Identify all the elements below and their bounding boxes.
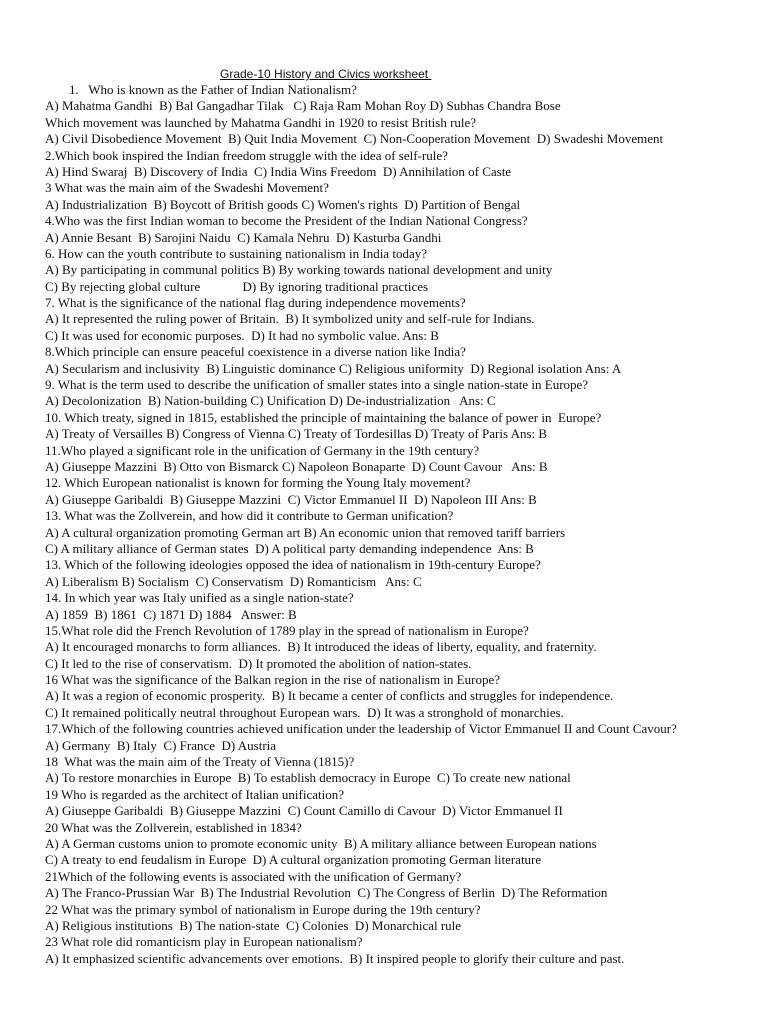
worksheet-line: 7. What is the significance of the national flag during independence movements? — [45, 295, 466, 311]
worksheet-line: A) Liberalism B) Socialism C) Conservatism D) Romanticism Ans: C — [45, 573, 422, 589]
worksheet-line: 14. In which year was Italy unified as a single nation-state? — [45, 590, 354, 606]
worksheet-line: C) By rejecting global culture D) By ignoring traditional practices — [45, 278, 429, 294]
worksheet-line: A) Decolonization B) Nation-building C) Unification D) De-industrialization Ans: C — [45, 393, 496, 409]
worksheet-line: 8.Which principle can ensure peaceful coexistence in a diverse nation like India? — [45, 344, 466, 360]
worksheet-body — [45, 82, 767, 967]
worksheet-line: A) A cultural organization promoting German art B) An economic union that removed tariff barriers — [45, 524, 566, 540]
worksheet-line: 16 What was the significance of the Balkan region in the rise of nationalism in Europe? — [45, 672, 500, 688]
worksheet-line: C) It remained politically neutral throughout European wars. D) It was a stronghold of monarchies. — [45, 704, 564, 720]
worksheet-line: A) Giuseppe Garibaldi B) Giuseppe Mazzini C) Count Camillo di Cavour D) Victor Emmanuel II — [45, 803, 563, 819]
worksheet-line: A) It represented the ruling power of Britain. B) It symbolized unity and self-rule for Indians. — [45, 311, 535, 327]
worksheet-line: A) By participating in communal politics B) By working towards national development and unity — [45, 262, 553, 278]
worksheet-line: 4.Who was the first Indian woman to become the President of the Indian National Congress? — [45, 213, 528, 229]
worksheet-line: 17.Which of the following countries achieved unification under the leadership of Victor Emmanuel II and Count Cavour? — [45, 721, 677, 737]
worksheet-line: 11.Who played a significant role in the unification of Germany in the 19th century? — [45, 442, 480, 458]
worksheet-line: A) The Franco-Prussian War B) The Industrial Revolution C) The Congress of Berlin D) The Reformation — [45, 885, 608, 901]
worksheet-line: A) Civil Disobedience Movement B) Quit India Movement C) Non-Cooperation Movement D) Swadeshi Movement — [45, 131, 664, 147]
worksheet-line: A) Giuseppe Mazzini B) Otto von Bismarck C) Napoleon Bonaparte D) Count Cavour Ans: B — [45, 458, 548, 474]
worksheet-line: 22 What was the primary symbol of nationalism in Europe during the 19th century? — [45, 901, 481, 917]
worksheet-line: A) 1859 B) 1861 C) 1871 D) 1884 Answer: B — [45, 606, 297, 622]
worksheet-line: A) Germany B) Italy C) France D) Austria — [45, 737, 277, 753]
worksheet-line: 13. What was the Zollverein, and how did it contribute to German unification? — [45, 508, 454, 524]
worksheet-line: A) It was a region of economic prosperity. B) It became a center of conflicts and struggles for independence. — [45, 688, 614, 704]
worksheet-line: C) It led to the rise of conservatism. D) It promoted the abolition of nation-states. — [45, 655, 472, 671]
worksheet-line: 13. Which of the following ideologies opposed the idea of nationalism in 19th-century Europe? — [45, 557, 541, 573]
worksheet-line: 21Which of the following events is associated with the unification of Germany? — [45, 868, 462, 884]
worksheet-line: 2.Which book inspired the Indian freedom struggle with the idea of self-rule? — [45, 147, 448, 163]
worksheet-line: 1. Who is known as the Father of Indian Nationalism? — [69, 82, 357, 97]
worksheet-line: C) A military alliance of German states D) A political party demanding independence Ans: B — [45, 540, 534, 556]
worksheet-line: A) To restore monarchies in Europe B) To establish democracy in Europe C) To create new national — [45, 770, 571, 786]
worksheet-line: 18 What was the main aim of the Treaty of Vienna (1815)? — [45, 754, 355, 770]
worksheet-line: 20 What was the Zollverein, established in 1834? — [45, 819, 302, 835]
worksheet-line: 19 Who is regarded as the architect of Italian unification? — [45, 786, 344, 802]
worksheet-line: 9. What is the term used to describe the unification of smaller states into a single nation-state in Europe? — [45, 377, 589, 393]
worksheet-line: 12. Which European nationalist is known for forming the Young Italy movement? — [45, 475, 471, 491]
worksheet-line: 6. How can the youth contribute to sustaining nationalism in India today? — [45, 245, 427, 261]
worksheet-line: C) A treaty to end feudalism in Europe D) A cultural organization promoting German literature — [45, 852, 542, 868]
worksheet-line: C) It was used for economic purposes. D) It had no symbolic value. Ans: B — [45, 327, 439, 343]
worksheet-line: A) Hind Swaraj B) Discovery of India C) India Wins Freedom D) Annihilation of Caste — [45, 163, 512, 179]
worksheet-line: A) A German customs union to promote economic unity B) A military alliance between European nations — [45, 835, 597, 851]
worksheet-title: Grade-10 History and Civics worksheet — [220, 67, 432, 81]
worksheet-line: 3 What was the main aim of the Swadeshi Movement? — [45, 180, 329, 196]
worksheet-line: A) It encouraged monarchs to form alliances. B) It introduced the ideas of liberty, equality, and fraternity. — [45, 639, 597, 655]
worksheet-line: Which movement was launched by Mahatma Gandhi in 1920 to resist British rule? — [45, 114, 477, 130]
worksheet-line: A) It emphasized scientific advancements over emotions. B) It inspired people to glorify their culture and past. — [45, 950, 625, 966]
worksheet-line: A) Giuseppe Garibaldi B) Giuseppe Mazzini C) Victor Emmanuel II D) Napoleon III Ans: B — [45, 491, 537, 507]
worksheet-line: A) Mahatma Gandhi B) Bal Gangadhar Tilak C) Raja Ram Mohan Roy D) Subhas Chandra Bose — [45, 98, 561, 114]
worksheet-line: A) Treaty of Versailles B) Congress of Vienna C) Treaty of Tordesillas D) Treaty of Paris Ans: B — [45, 426, 548, 442]
worksheet-line: A) Religious institutions B) The nation-state C) Colonies D) Monarchical rule — [45, 917, 462, 933]
worksheet-line: 23 What role did romanticism play in European nationalism? — [45, 934, 363, 950]
worksheet-line: A) Annie Besant B) Sarojini Naidu C) Kamala Nehru D) Kasturba Gandhi — [45, 229, 442, 245]
worksheet-line: A) Industrialization B) Boycott of British goods C) Women's rights D) Partition of Bengal — [45, 196, 521, 212]
worksheet-line: 15.What role did the French Revolution of 1789 play in the spread of nationalism in Europe? — [45, 622, 529, 638]
worksheet-line: A) Secularism and inclusivity B) Linguistic dominance C) Religious uniformity D) Regional isolation Ans: A — [45, 360, 622, 376]
worksheet-line: 10. Which treaty, signed in 1815, established the principle of maintaining the balance of power in Europe? — [45, 409, 602, 425]
